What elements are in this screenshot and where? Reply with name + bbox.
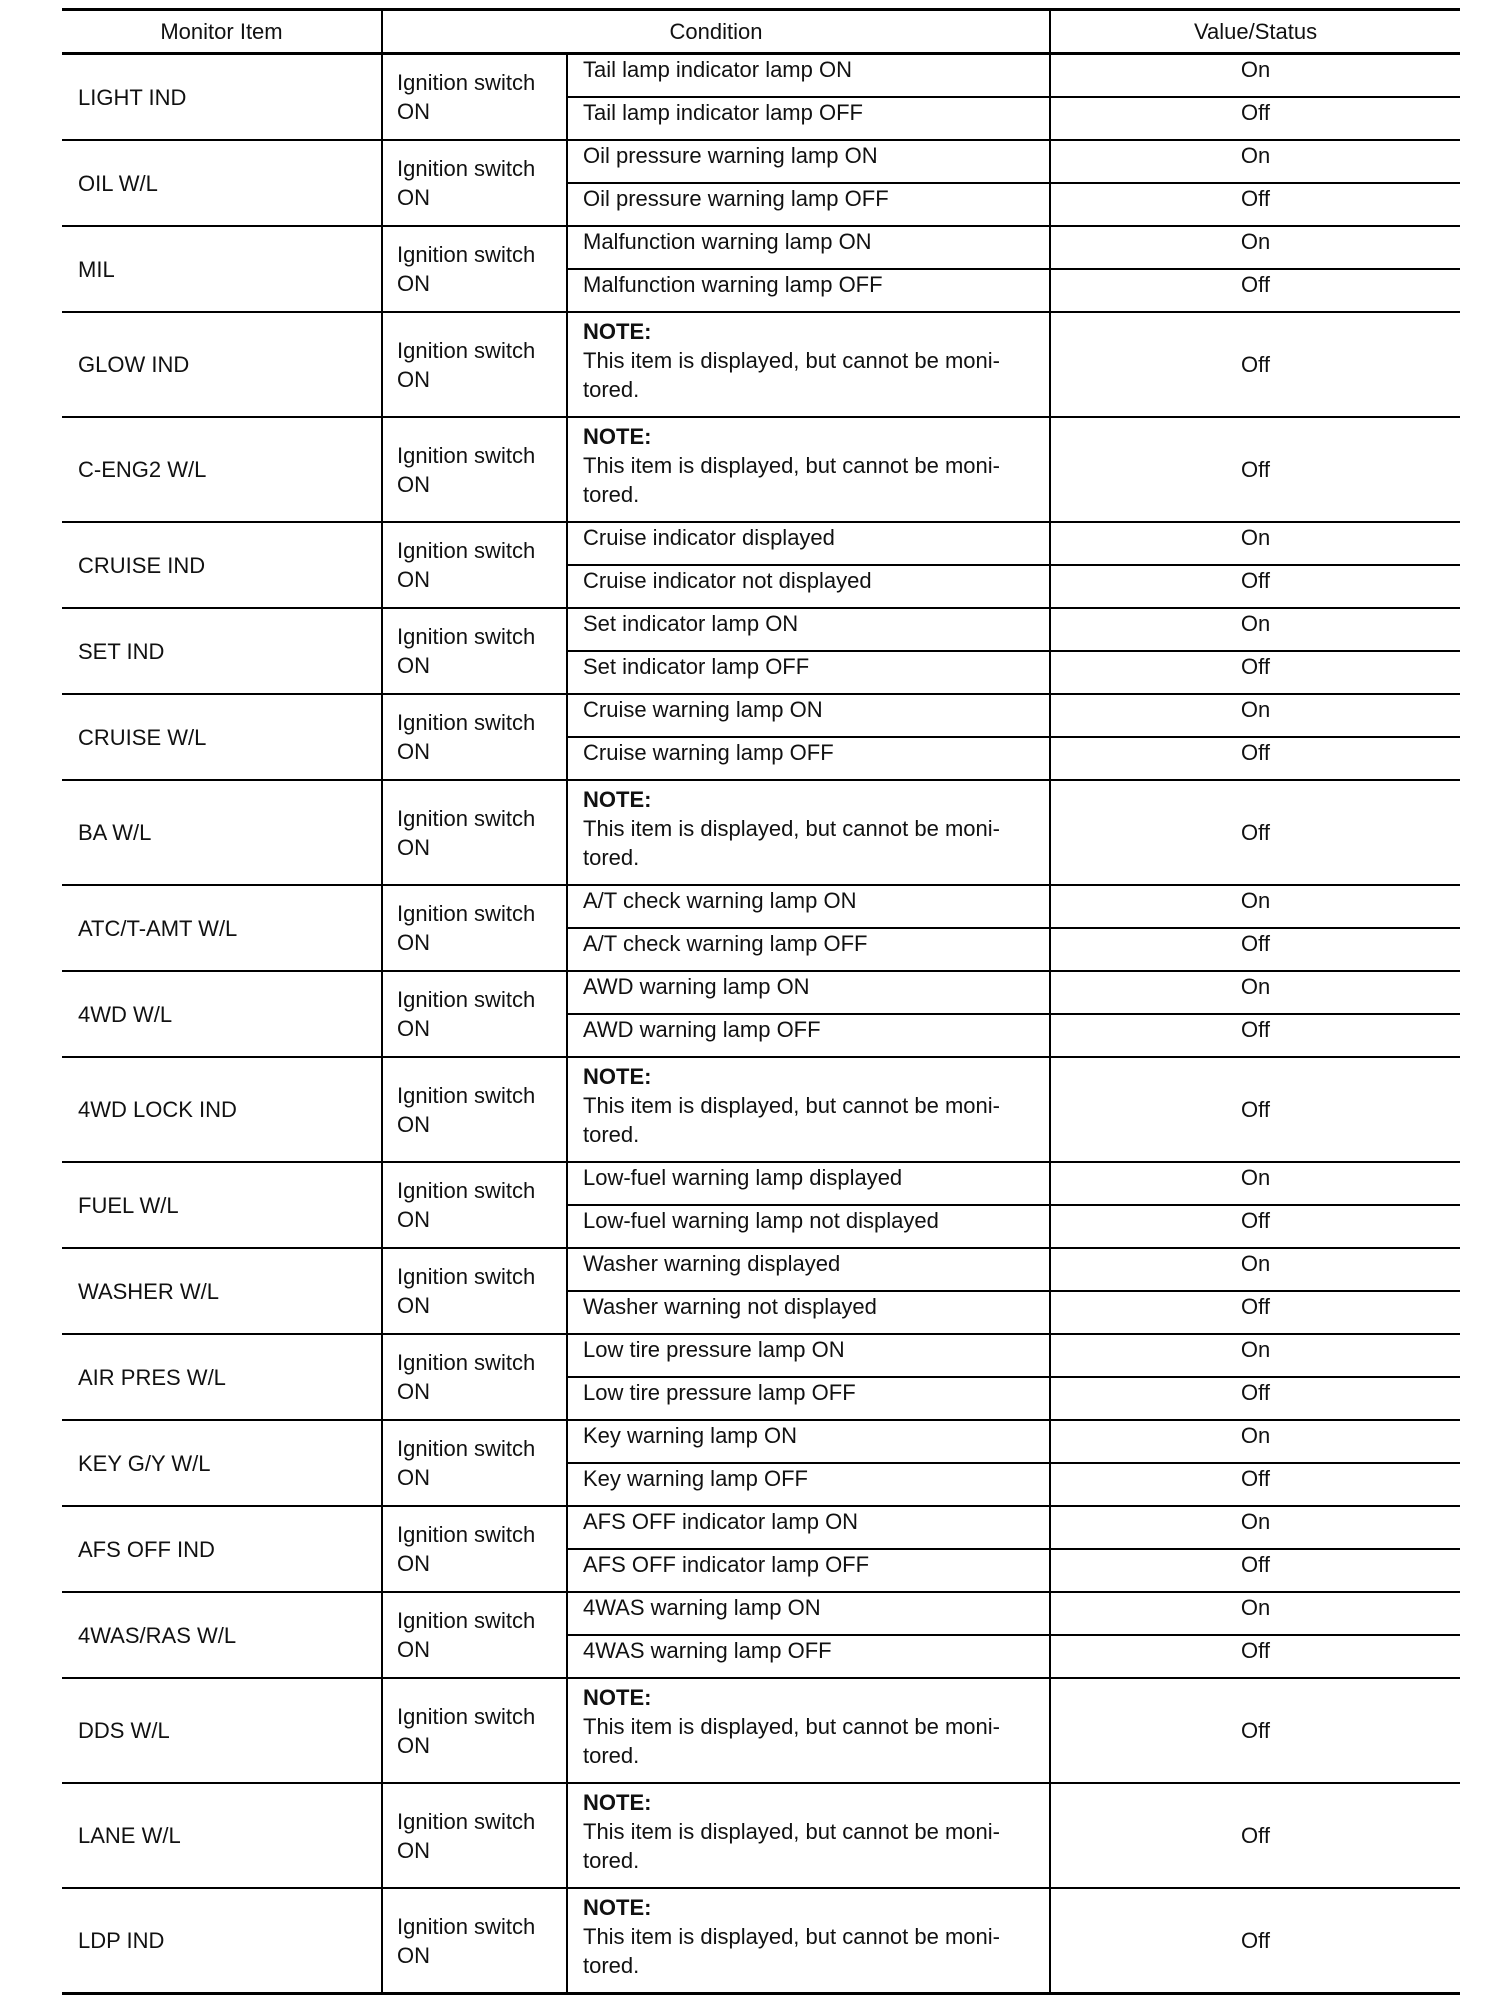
note-text: This item is displayed, but cannot be moni- — [583, 1819, 1000, 1844]
ignition-condition-cell — [382, 54, 567, 141]
ignition-condition-cell — [382, 1888, 567, 1994]
ignition-condition-cell — [382, 1162, 567, 1248]
table-row — [62, 522, 1460, 565]
ignition-condition-text: Ignition switch — [397, 1608, 536, 1633]
monitor-item-cell: 4WAS/RAS W/L — [62, 1592, 382, 1678]
value-status-cell: Off — [1050, 1205, 1460, 1248]
note-text: This item is displayed, but cannot be moni- — [583, 1093, 1000, 1118]
ignition-condition-cell — [382, 1420, 567, 1506]
value-status-cell: Off — [1050, 780, 1460, 885]
monitor-item-cell: CRUISE W/L — [62, 694, 382, 780]
note-title: NOTE: — [583, 319, 652, 344]
condition-cell: 4WAS warning lamp OFF — [567, 1635, 1050, 1678]
condition-cell: Low tire pressure lamp ON — [567, 1334, 1050, 1377]
ignition-condition-cell — [382, 1678, 567, 1783]
value-status-cell: On — [1050, 522, 1460, 565]
condition-cell: Low-fuel warning lamp displayed — [567, 1162, 1050, 1205]
ignition-condition-text: Ignition switch — [397, 442, 536, 468]
value-status-cell: Off — [1050, 183, 1460, 226]
ignition-condition-text: Ignition switch — [397, 1436, 536, 1461]
ignition-condition-text: ON — [397, 1016, 430, 1041]
note-text: tored. — [583, 1953, 640, 1978]
ignition-condition-text: ON — [397, 1207, 430, 1232]
table-row — [62, 1420, 1460, 1463]
ignition-condition-text: Ignition switch — [397, 805, 536, 831]
value-status-cell: On — [1050, 885, 1460, 928]
table-row — [62, 1162, 1460, 1205]
monitor-item-cell: C-ENG2 W/L — [62, 417, 382, 522]
monitor-item-cell: LANE W/L — [62, 1783, 382, 1888]
value-status-cell: Off — [1050, 1888, 1460, 1994]
ignition-condition-text: Ignition switch — [397, 710, 536, 735]
value-status-cell: Off — [1050, 651, 1460, 694]
ignition-condition-text: ON — [397, 567, 430, 592]
ignition-condition-text: ON — [397, 653, 430, 678]
table-row — [62, 1888, 1460, 1994]
value-status-cell: Off — [1050, 1549, 1460, 1592]
value-status-cell: On — [1050, 226, 1460, 269]
ignition-condition-text: Ignition switch — [397, 156, 536, 181]
value-status-cell: Off — [1050, 928, 1460, 971]
ignition-condition-cell — [382, 971, 567, 1057]
ignition-condition-text: Ignition switch — [397, 242, 536, 267]
ignition-condition-cell — [382, 608, 567, 694]
condition-cell: Washer warning displayed — [567, 1248, 1050, 1291]
note-cell — [567, 1678, 1050, 1783]
value-status-cell: On — [1050, 1162, 1460, 1205]
ignition-condition-text: ON — [397, 1732, 430, 1758]
monitor-item-cell: AFS OFF IND — [62, 1506, 382, 1592]
note-text: This item is displayed, but cannot be moni- — [583, 816, 1000, 841]
note-title: NOTE: — [583, 424, 652, 449]
ignition-condition-text: ON — [397, 739, 430, 764]
condition-cell: AFS OFF indicator lamp ON — [567, 1506, 1050, 1549]
ignition-condition-text: Ignition switch — [397, 1808, 536, 1834]
note-title: NOTE: — [583, 1790, 652, 1815]
condition-cell: Set indicator lamp ON — [567, 608, 1050, 651]
ignition-condition-text: ON — [397, 1465, 430, 1490]
table-row — [62, 971, 1460, 1014]
ignition-condition-text: Ignition switch — [397, 1082, 536, 1108]
table-row — [62, 1334, 1460, 1377]
note-text: tored. — [583, 1848, 640, 1873]
table-row — [62, 417, 1460, 522]
value-status-cell: Off — [1050, 1057, 1460, 1162]
ignition-condition-text: Ignition switch — [397, 1703, 536, 1729]
monitor-item-cell: 4WD LOCK IND — [62, 1057, 382, 1162]
ignition-condition-text: Ignition switch — [397, 1350, 536, 1375]
ignition-condition-text: ON — [397, 471, 430, 497]
value-status-cell: Off — [1050, 565, 1460, 608]
monitor-item-cell: MIL — [62, 226, 382, 312]
monitor-table-container — [62, 8, 1460, 1995]
note-title: NOTE: — [583, 1685, 652, 1710]
ignition-condition-text: Ignition switch — [397, 1522, 536, 1547]
ignition-condition-text: ON — [397, 185, 430, 210]
note-text: tored. — [583, 1743, 640, 1768]
ignition-condition-cell — [382, 522, 567, 608]
ignition-condition-cell — [382, 1783, 567, 1888]
monitor-item-cell: LIGHT IND — [62, 54, 382, 141]
ignition-condition-text: ON — [397, 366, 430, 392]
monitor-item-cell: AIR PRES W/L — [62, 1334, 382, 1420]
condition-cell: Key warning lamp ON — [567, 1420, 1050, 1463]
note-title: NOTE: — [583, 1064, 652, 1089]
note-cell — [567, 312, 1050, 417]
value-status-cell: On — [1050, 54, 1460, 98]
table-row — [62, 1678, 1460, 1783]
condition-cell: Tail lamp indicator lamp ON — [567, 54, 1050, 98]
ignition-condition-text: Ignition switch — [397, 337, 536, 363]
value-status-cell: Off — [1050, 1014, 1460, 1057]
value-status-cell: On — [1050, 1420, 1460, 1463]
condition-cell: AFS OFF indicator lamp OFF — [567, 1549, 1050, 1592]
monitor-item-cell: DDS W/L — [62, 1678, 382, 1783]
note-cell — [567, 780, 1050, 885]
ignition-condition-text: ON — [397, 1837, 430, 1863]
table-row — [62, 1592, 1460, 1635]
condition-cell: Cruise warning lamp OFF — [567, 737, 1050, 780]
table-row — [62, 1248, 1460, 1291]
condition-cell: Cruise warning lamp ON — [567, 694, 1050, 737]
value-status-cell: On — [1050, 1248, 1460, 1291]
monitor-item-cell: WASHER W/L — [62, 1248, 382, 1334]
ignition-condition-text: Ignition switch — [397, 538, 536, 563]
ignition-condition-text: ON — [397, 930, 430, 955]
note-text: This item is displayed, but cannot be moni- — [583, 453, 1000, 478]
value-status-cell: Off — [1050, 312, 1460, 417]
note-cell — [567, 1888, 1050, 1994]
ignition-condition-text: ON — [397, 271, 430, 296]
note-text: This item is displayed, but cannot be moni- — [583, 1714, 1000, 1739]
ignition-condition-cell — [382, 1248, 567, 1334]
value-status-cell: Off — [1050, 1678, 1460, 1783]
note-text: tored. — [583, 1122, 640, 1147]
condition-cell: Set indicator lamp OFF — [567, 651, 1050, 694]
value-status-cell: Off — [1050, 737, 1460, 780]
table-row — [62, 140, 1460, 183]
note-title: NOTE: — [583, 1895, 652, 1920]
condition-cell: 4WAS warning lamp ON — [567, 1592, 1050, 1635]
ignition-condition-text: ON — [397, 1637, 430, 1662]
condition-cell: Oil pressure warning lamp OFF — [567, 183, 1050, 226]
monitor-item-cell: LDP IND — [62, 1888, 382, 1994]
note-text: This item is displayed, but cannot be moni- — [583, 348, 1000, 373]
note-text: tored. — [583, 482, 640, 507]
monitor-item-table — [62, 8, 1460, 1995]
value-status-cell: On — [1050, 971, 1460, 1014]
monitor-item-cell: FUEL W/L — [62, 1162, 382, 1248]
ignition-condition-cell — [382, 140, 567, 226]
table-row — [62, 1506, 1460, 1549]
monitor-item-cell: ATC/T-AMT W/L — [62, 885, 382, 971]
ignition-condition-text: Ignition switch — [397, 1264, 536, 1289]
header-value-status: Value/Status — [1050, 10, 1460, 54]
header-condition: Condition — [382, 10, 1050, 54]
note-title: NOTE: — [583, 787, 652, 812]
value-status-cell: Off — [1050, 97, 1460, 140]
note-text: tored. — [583, 377, 640, 402]
table-header-row — [62, 10, 1460, 54]
value-status-cell: Off — [1050, 1291, 1460, 1334]
ignition-condition-text: ON — [397, 1379, 430, 1404]
ignition-condition-cell — [382, 226, 567, 312]
value-status-cell: On — [1050, 1506, 1460, 1549]
ignition-condition-text: Ignition switch — [397, 901, 536, 926]
ignition-condition-cell — [382, 885, 567, 971]
ignition-condition-text: ON — [397, 99, 430, 124]
ignition-condition-text: Ignition switch — [397, 624, 536, 649]
ignition-condition-text: ON — [397, 1111, 430, 1137]
note-text: tored. — [583, 845, 640, 870]
table-row — [62, 694, 1460, 737]
table-body — [62, 54, 1460, 1994]
table-row — [62, 885, 1460, 928]
ignition-condition-text: ON — [397, 1942, 430, 1968]
monitor-item-cell: BA W/L — [62, 780, 382, 885]
monitor-item-cell: GLOW IND — [62, 312, 382, 417]
table-row — [62, 54, 1460, 98]
condition-cell: Cruise indicator displayed — [567, 522, 1050, 565]
ignition-condition-cell — [382, 417, 567, 522]
value-status-cell: Off — [1050, 1463, 1460, 1506]
condition-cell: Oil pressure warning lamp ON — [567, 140, 1050, 183]
table-row — [62, 1783, 1460, 1888]
ignition-condition-cell — [382, 694, 567, 780]
monitor-item-cell: 4WD W/L — [62, 971, 382, 1057]
value-status-cell: On — [1050, 608, 1460, 651]
ignition-condition-text: Ignition switch — [397, 1913, 536, 1939]
value-status-cell: Off — [1050, 1783, 1460, 1888]
monitor-item-cell: SET IND — [62, 608, 382, 694]
ignition-condition-text: ON — [397, 1551, 430, 1576]
value-status-cell: Off — [1050, 269, 1460, 312]
table-row — [62, 312, 1460, 417]
ignition-condition-text: ON — [397, 834, 430, 860]
condition-cell: Malfunction warning lamp OFF — [567, 269, 1050, 312]
condition-cell: AWD warning lamp OFF — [567, 1014, 1050, 1057]
monitor-item-cell: OIL W/L — [62, 140, 382, 226]
value-status-cell: On — [1050, 140, 1460, 183]
ignition-condition-text: Ignition switch — [397, 70, 536, 95]
ignition-condition-cell — [382, 1506, 567, 1592]
monitor-item-cell: CRUISE IND — [62, 522, 382, 608]
condition-cell: Cruise indicator not displayed — [567, 565, 1050, 608]
value-status-cell: Off — [1050, 417, 1460, 522]
ignition-condition-cell — [382, 1592, 567, 1678]
table-row — [62, 1057, 1460, 1162]
table-row — [62, 608, 1460, 651]
condition-cell: AWD warning lamp ON — [567, 971, 1050, 1014]
note-cell — [567, 1057, 1050, 1162]
table-row — [62, 226, 1460, 269]
ignition-condition-cell — [382, 780, 567, 885]
ignition-condition-text: ON — [397, 1293, 430, 1318]
condition-cell: Tail lamp indicator lamp OFF — [567, 97, 1050, 140]
value-status-cell: On — [1050, 1592, 1460, 1635]
condition-cell: A/T check warning lamp ON — [567, 885, 1050, 928]
ignition-condition-cell — [382, 1057, 567, 1162]
condition-cell: Malfunction warning lamp ON — [567, 226, 1050, 269]
note-cell — [567, 417, 1050, 522]
condition-cell: Key warning lamp OFF — [567, 1463, 1050, 1506]
ignition-condition-text: Ignition switch — [397, 987, 536, 1012]
condition-cell: Washer warning not displayed — [567, 1291, 1050, 1334]
table-row — [62, 780, 1460, 885]
ignition-condition-cell — [382, 1334, 567, 1420]
note-text: This item is displayed, but cannot be moni- — [583, 1924, 1000, 1949]
condition-cell: Low-fuel warning lamp not displayed — [567, 1205, 1050, 1248]
header-monitor-item: Monitor Item — [62, 10, 382, 54]
condition-cell: A/T check warning lamp OFF — [567, 928, 1050, 971]
note-cell — [567, 1783, 1050, 1888]
value-status-cell: On — [1050, 1334, 1460, 1377]
value-status-cell: Off — [1050, 1377, 1460, 1420]
ignition-condition-cell — [382, 312, 567, 417]
value-status-cell: On — [1050, 694, 1460, 737]
monitor-item-cell: KEY G/Y W/L — [62, 1420, 382, 1506]
condition-cell: Low tire pressure lamp OFF — [567, 1377, 1050, 1420]
value-status-cell: Off — [1050, 1635, 1460, 1678]
ignition-condition-text: Ignition switch — [397, 1178, 536, 1203]
